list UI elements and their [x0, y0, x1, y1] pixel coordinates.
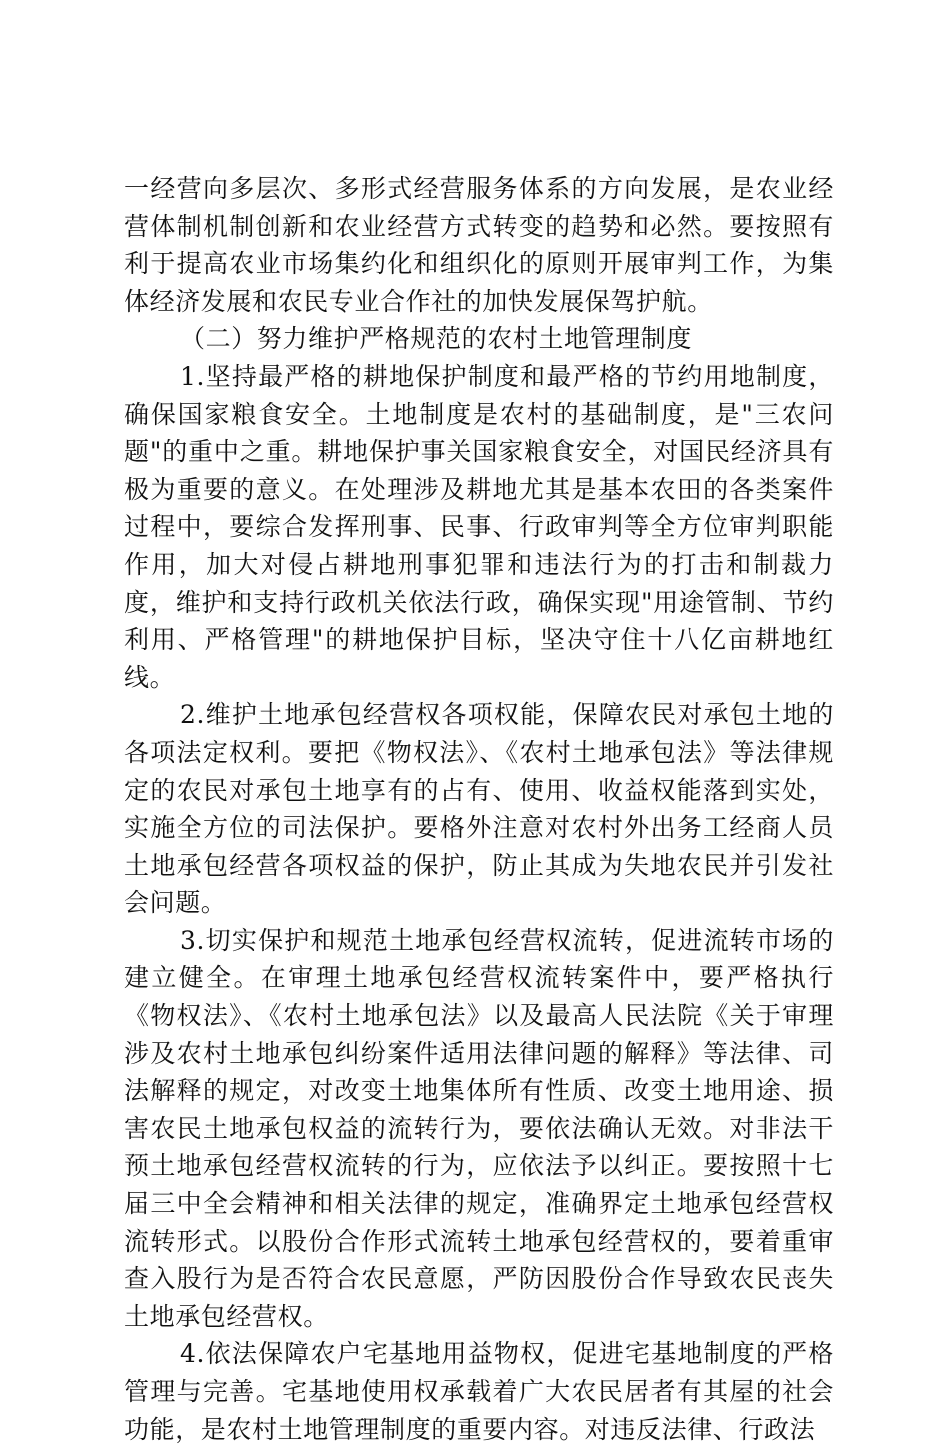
paragraph-item-1: 1.坚持最严格的耕地保护制度和最严格的节约用地制度，确保国家粮食安全。土地制度是农村的基础制度，是"三农问题"的重中之重。耕地保护事关国家粮食安全，对国民经济具有极为重要的意义。在处理涉及耕地尤其是基本农田的各类案件过程中，要综合发挥刑事、民事、行政审判等全方位审判职能作用，加大对侵占耕地刑事犯罪和违法行为的打击和制裁力度，维护和支持行政机关依法行政，确保实现"用途管制、节约利用、严格管理"的耕地保护目标，坚决守住十八亿亩耕地红线。	[124, 361, 834, 692]
document-body	[124, 170, 834, 1448]
paragraph-item-4: 4.依法保障农户宅基地用益物权，促进宅基地制度的严格管理与完善。宅基地使用权承载着广大农民居者有其屋的社会功能，是农村土地管理制度的重要内容。对违反法律、行政法	[124, 1339, 834, 1444]
paragraph-item-2: 2.维护土地承包经营权各项权能，保障农民对承包土地的各项法定权利。要把《物权法》、《农村土地承包法》等法律规定的农民对承包土地享有的占有、使用、收益权能落到实处，实施全方位的司法保护。要格外注意对农村外出务工经商人员土地承包经营各项权益的保护，防止其成为失地农民并引发社会问题。	[124, 700, 834, 918]
paragraph-continuation: 一经营向多层次、多形式经营服务体系的方向发展，是农业经营体制机制创新和农业经营方式转变的趋势和必然。要按照有利于提高农业市场集约化和组织化的原则开展审判工作，为集体经济发展和农民专业合作社的加快发展保驾护航。	[124, 174, 834, 316]
section-heading: （二）努力维护严格规范的农村土地管理制度	[180, 324, 693, 354]
paragraph-item-3: 3.切实保护和规范土地承包经营权流转，促进流转市场的建立健全。在审理土地承包经营权流转案件中，要严格执行《物权法》、《农村土地承包法》以及最高人民法院《关于审理涉及农村土地承包纠纷案件适用法律问题的解释》等法律、司法解释的规定，对改变土地集体所有性质、改变土地用途、损害农民土地承包权益的流转行为，要依法确认无效。对非法干预土地承包经营权流转的行为，应依法予以纠正。要按照十七届三中全会精神和相关法律的规定，准确界定土地承包经营权流转形式。以股份合作形式流转土地承包经营权的，要着重审查入股行为是否符合农民意愿，严防因股份合作导致农民丧失土地承包经营权。	[124, 925, 834, 1331]
